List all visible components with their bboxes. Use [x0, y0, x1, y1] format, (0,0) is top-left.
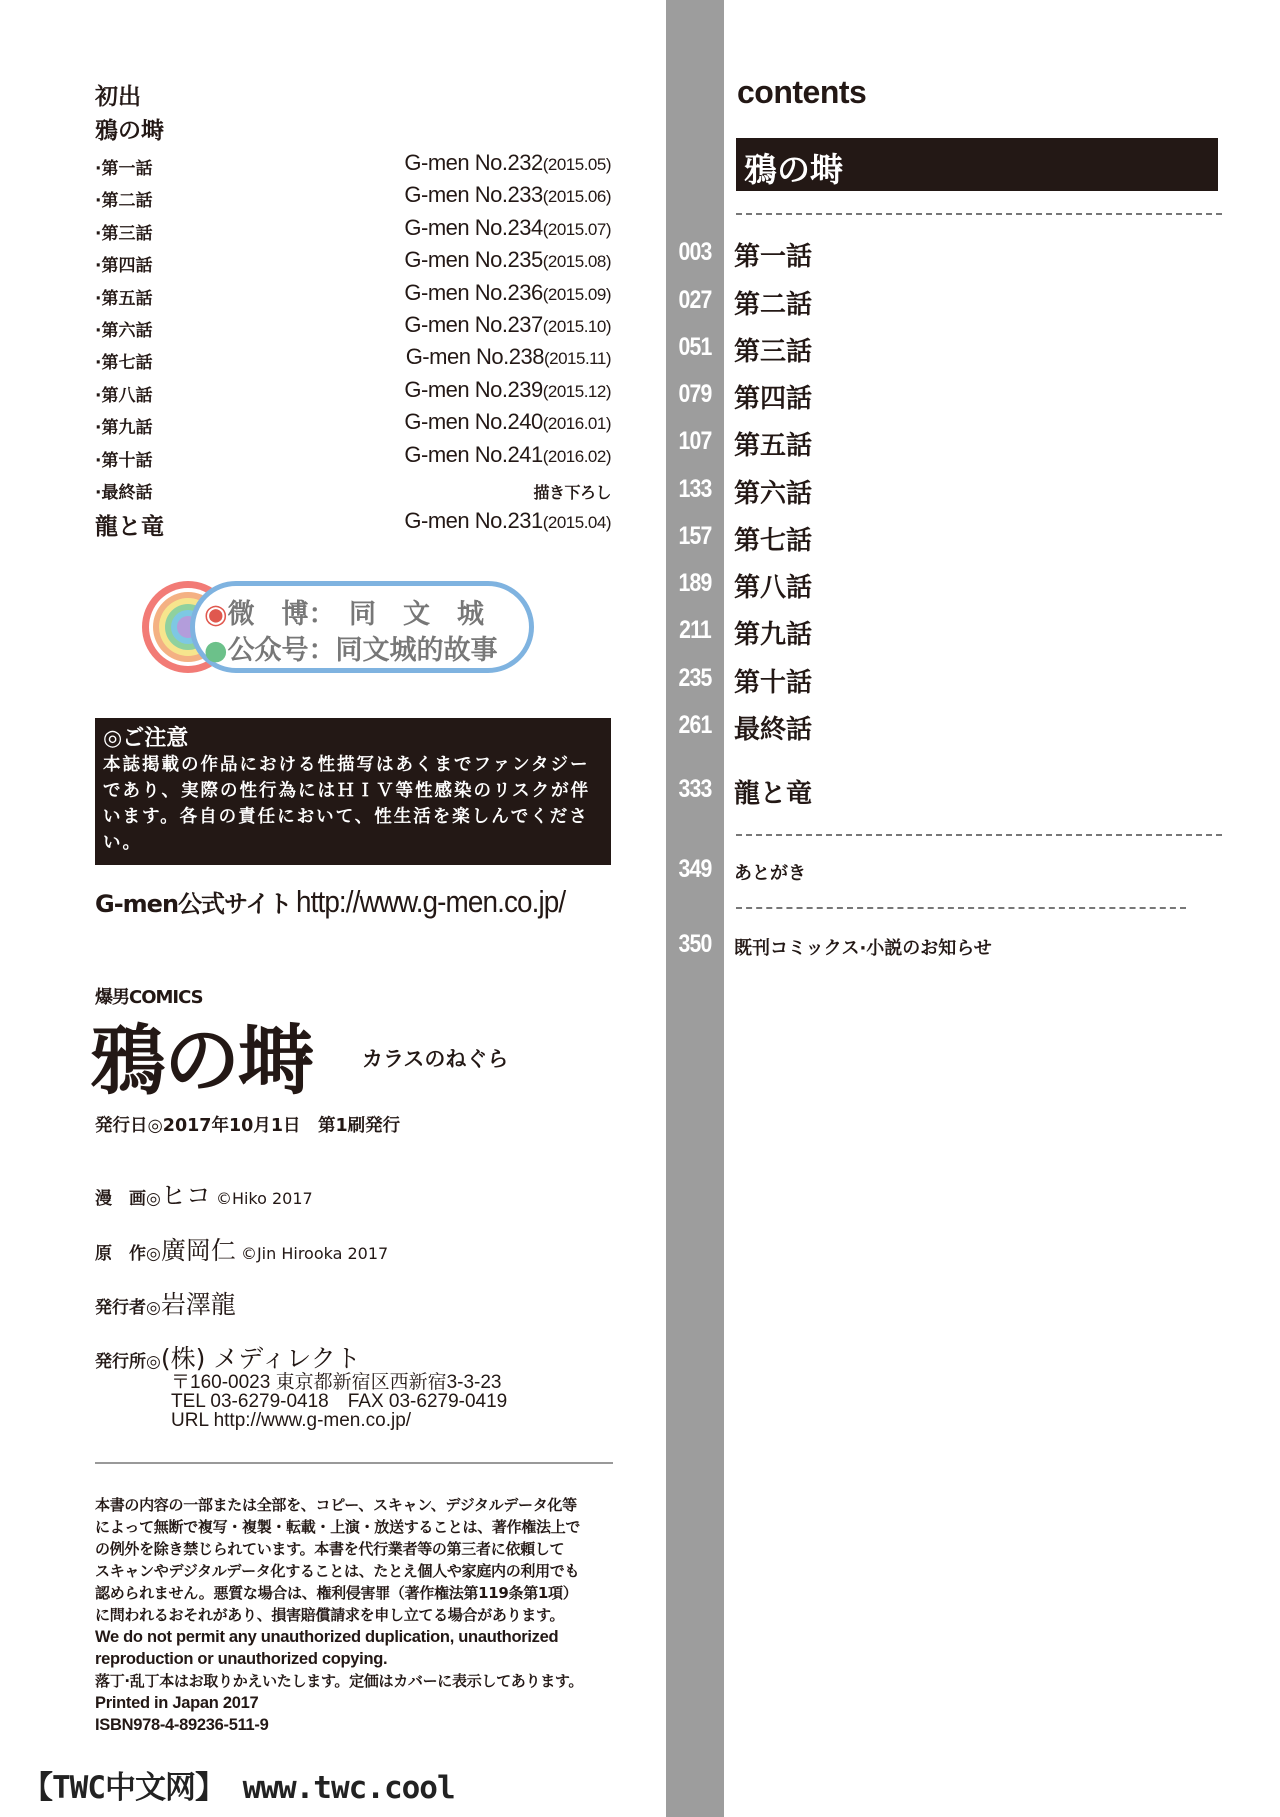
book-title-reading: カラスのねぐら	[362, 1047, 509, 1071]
issue-date: 発行日◎2017年10月1日 第1刷発行	[95, 1116, 401, 1136]
date: (2015.10)	[542, 317, 611, 336]
toc-title: 龍と竜	[734, 779, 813, 809]
source: G-men No.232	[404, 150, 543, 175]
date: (2015.06)	[542, 187, 611, 207]
toc-title: 第八話	[734, 573, 813, 603]
dashed-divider	[736, 907, 1186, 909]
date: (2015.12)	[542, 381, 611, 401]
toc-item[interactable]	[666, 329, 1226, 369]
publication-row	[95, 377, 611, 407]
publication-row	[95, 215, 611, 245]
contents-heading: contents	[737, 74, 867, 110]
source: G-men No.231	[404, 508, 543, 533]
weibo-icon: ◉	[204, 599, 228, 630]
legal-line: ISBN978-4-89236-511-9	[95, 1716, 269, 1734]
publication-row	[95, 409, 611, 439]
legal-line: スキャンやデジタルデータ化することは、たとえ個人や家庭内の利用でも	[95, 1562, 580, 1580]
publication-row	[95, 312, 611, 342]
toc-page-number: 350	[678, 930, 712, 958]
toc-page-number: 235	[678, 664, 712, 692]
notice-body: 本誌掲載の作品における性描写はあくまでファンタジーであり、実際の性行為にはＨＩＶ等性感染のリスクが伴います。各自の責任において、性生活を楽しんでください。	[103, 755, 591, 853]
date: (2016.01)	[542, 414, 611, 434]
legal-line: 落丁·乱丁本はお取りかえいたします。定価はカバーに表示してあります。	[95, 1672, 584, 1690]
chapter: ·第十話	[95, 450, 153, 471]
wechat-icon: ●	[204, 635, 228, 666]
contents-series: 鴉の塒	[744, 150, 843, 189]
official-site	[95, 884, 596, 920]
toc-page-number: 261	[678, 711, 712, 739]
toc-title: 第九話	[734, 620, 813, 650]
toc-page-number: 189	[678, 569, 712, 597]
weibo-text: 微 博： 同 文 城	[227, 599, 485, 630]
dashed-divider	[736, 834, 1222, 836]
artist-line: 漫 画◎ヒコ ©Hiko 2017	[95, 1181, 313, 1210]
toc-item[interactable]	[666, 518, 1226, 558]
site-label: G-men公式サイト	[95, 890, 292, 918]
author-line: 原 作◎廣岡仁 ©Jin Hirooka 2017	[95, 1236, 389, 1265]
legal-line: Printed in Japan 2017	[95, 1694, 259, 1712]
legal-text	[95, 1494, 615, 1736]
toc-page-number: 333	[678, 775, 712, 803]
publication-row	[95, 474, 611, 504]
publication-row	[95, 150, 611, 180]
legal-line: 本書の内容の一部または全部を、コピー、スキャン、デジタルデータ化等	[95, 1496, 577, 1514]
source: G-men No.241	[404, 441, 543, 467]
company-address: 〒160-0023 東京都新宿区西新宿3-3-23 TEL 03-6279-0418 FAX 03-6279-0419 URL http://www.g-men.co.jp/	[171, 1372, 508, 1431]
chapter: ·第四話	[95, 256, 153, 277]
toc-page-number: 349	[678, 855, 712, 883]
toc-item[interactable]	[666, 707, 1226, 747]
toc-page-number: 157	[678, 522, 712, 550]
toc-item[interactable]	[666, 234, 1226, 274]
toc-title: 第五話	[734, 431, 813, 461]
legal-line: We do not permit any unauthorized duplication, unauthorized	[95, 1628, 559, 1646]
toc-item[interactable]	[666, 771, 1226, 811]
publisher-line: 発行者◎岩澤龍	[95, 1290, 236, 1319]
date: (2015.11)	[543, 349, 611, 369]
notice-title: ◎ご注意	[103, 726, 189, 751]
toc-page-number: 211	[679, 616, 711, 644]
site-link[interactable]: http://www.g-men.co.jp/	[296, 884, 566, 919]
date: (2015.05)	[542, 155, 611, 174]
toc-title: 第一話	[734, 242, 813, 272]
toc-title: 第四話	[734, 384, 813, 414]
toc-title: 第十話	[734, 668, 813, 698]
toc-item[interactable]	[666, 851, 1226, 891]
chapter: 龍と竜	[95, 514, 164, 540]
toc-page-number: 107	[678, 427, 712, 455]
dashed-divider	[736, 213, 1222, 215]
chapter: ·最終話	[95, 483, 153, 503]
toc-page-number: 079	[678, 380, 712, 408]
chapter: ·第七話	[95, 353, 153, 374]
legal-line: の例外を除き禁じられています。本書を代行業者等の第三者に依頼して	[95, 1540, 565, 1558]
source: G-men No.237	[404, 312, 543, 337]
toc-page-number: 027	[678, 286, 712, 314]
chapter: ·第一話	[95, 159, 153, 179]
chapter: ·第三話	[95, 223, 153, 244]
toc-item[interactable]	[666, 423, 1226, 463]
publication-row-extra	[95, 508, 611, 538]
legal-line: reproduction or unauthorized copying.	[95, 1650, 388, 1668]
toc-title: 既刊コミックス·小説のお知らせ	[734, 938, 992, 959]
toc-title: 第二話	[734, 290, 813, 320]
chapter: ·第八話	[95, 385, 153, 406]
chapter: ·第五話	[95, 288, 153, 309]
source: G-men No.233	[404, 182, 543, 208]
date: (2015.09)	[542, 284, 611, 304]
toc-item[interactable]	[666, 565, 1226, 605]
date: (2016.02)	[542, 446, 611, 466]
toc-item[interactable]	[666, 471, 1226, 511]
source: G-men No.240	[404, 409, 543, 435]
chapter: ·第九話	[95, 418, 153, 439]
source: G-men No.236	[404, 279, 543, 305]
date: (2015.08)	[542, 252, 611, 272]
publication-row	[95, 247, 611, 277]
publication-series: 鴉の塒	[95, 118, 164, 144]
toc-title: 第七話	[734, 526, 813, 556]
publication-row	[95, 344, 611, 374]
chapter: ·第二話	[95, 191, 153, 212]
publication-heading: 初出	[95, 84, 141, 110]
legal-line: 認められません。悪質な場合は、権利侵害罪（著作権法第119条第1項）	[95, 1584, 578, 1602]
legal-line: によって無断で複写・複製・転載・上演・放送することは、著作権法上で	[95, 1518, 581, 1536]
toc-title: 最終話	[734, 715, 813, 745]
source: G-men No.238	[405, 344, 544, 370]
watermark-badge	[138, 578, 538, 676]
toc-title: 第六話	[734, 479, 813, 509]
company-line: 発行所◎(株) メディレクト	[95, 1344, 361, 1373]
footer-watermark: 【TWC中文网】 www.twc.cool	[22, 1770, 455, 1806]
divider	[95, 1462, 613, 1464]
toc-item[interactable]	[666, 376, 1226, 416]
source: 描き下ろし	[533, 485, 611, 502]
source: G-men No.234	[404, 214, 543, 240]
toc-item[interactable]	[666, 612, 1226, 652]
toc-page-number: 051	[678, 333, 712, 361]
book-title: 鴉の塒	[90, 1016, 312, 1105]
notice-box	[95, 718, 611, 865]
toc-item[interactable]	[666, 926, 1226, 966]
toc-item[interactable]	[666, 282, 1226, 322]
wechat-text: 公众号：同文城的故事	[227, 635, 498, 666]
toc-page-number: 133	[678, 475, 712, 503]
imprint-label: 爆男COMICS	[95, 987, 203, 1008]
toc-item[interactable]	[666, 660, 1226, 700]
date: (2015.07)	[542, 219, 611, 239]
source: G-men No.239	[404, 376, 543, 402]
chapter: ·第六話	[95, 321, 153, 341]
toc-title: 第三話	[734, 337, 813, 367]
toc-page-number: 003	[678, 238, 712, 266]
legal-line: に問われるおそれがあり、損害賠償請求を申し立てる場合があります。	[95, 1606, 565, 1624]
publication-row	[95, 280, 611, 310]
toc-title: あとがき	[734, 863, 806, 884]
source: G-men No.235	[404, 247, 543, 273]
date: (2015.04)	[542, 513, 611, 532]
publication-row	[95, 442, 611, 472]
contents-series-bar	[736, 138, 1218, 191]
publication-row	[95, 182, 611, 212]
